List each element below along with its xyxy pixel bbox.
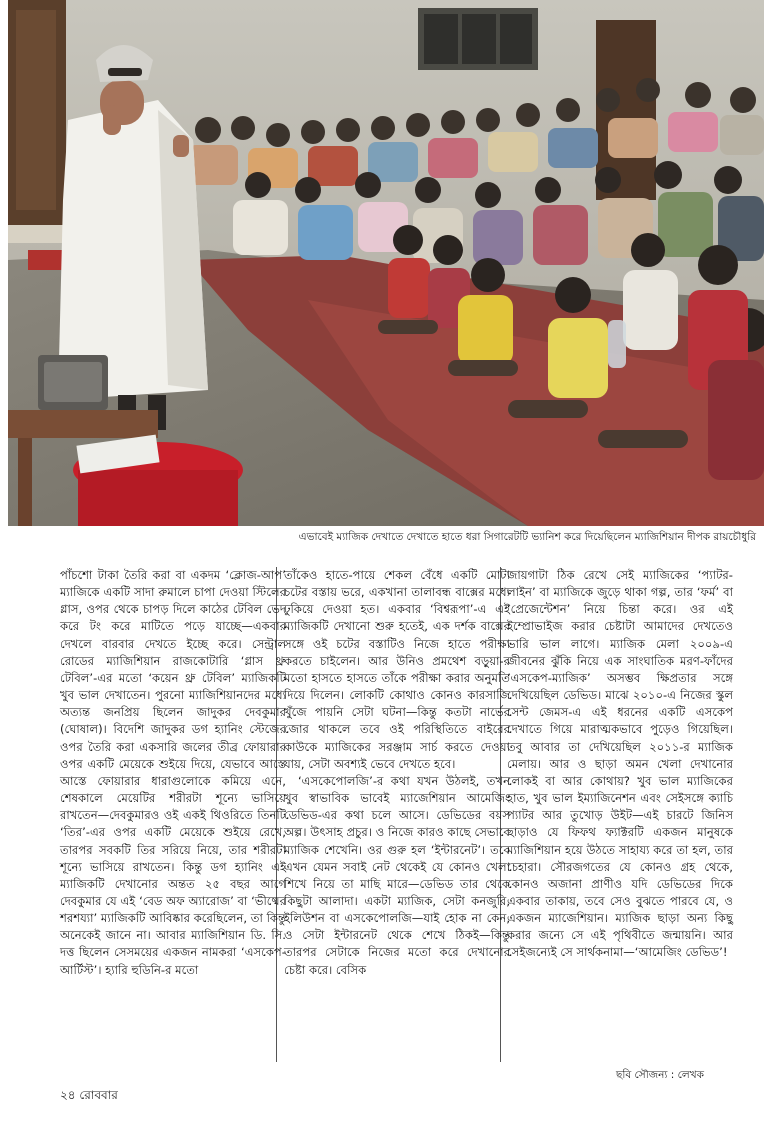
photo-credit: ছবি সৌজন্য : লেখক	[616, 1069, 704, 1081]
paragraph: জায়গাটা ঠিক রেখে সেই ম্যাজিকের ‘প্যাটর-লাইন’ বা ম্যাজিকে জুড়ে থাকা গল্প, তার ‘ফর্ম’ বা ‘প্রেজেন্টেশন’ নিয়ে চিন্তা করে। ওর এই ইম্প্রোভাইজ করার চেষ্টাটা আমাদের দেখতেও ভারি ভাল লাগে। ম্যাজিক মেলা ২০০৯-এ জীবনের ঝুঁকি নিয়ে এক সাংঘাতিক মরণ-ফাঁদের ‘এসকেপ-ম্যাজিক’ অসম্ভব ক্ষিপ্রতার সঙ্গে দেখিয়েছিল ডেভিড। মাঝে ২০১০-এ নিজের স্কুল সেন্ট জেমস-এ এই ধরনের একটি এসকেপ দেখাতে গিয়ে মারাত্মকভাবে পুড়েও গিয়েছিল। তবু আবার তা দেখিয়েছিল ২০১১-র ম্যাজিক মেলায়। আর ও ছাড়া অমন খেলা দেখানোর লোকই বা আর কোথায়? খুব ভাল ম্যাজিকের হাত, খুব ভাল ইম্যাজিনেশন এবং সেইসঙ্গে ক্যাচি প্যাটর আর তুখোড় উইট—এই চারটে জিনিস ছাড়াও যে ফিফথ ফ্যাক্টরটি একজন মানুষকে ম্যাজিশিয়ান হয়ে উঠতে সাহায্য করে তা হল, তার চেহারা। সৌরজগতের যে কোনও গ্রহ থেকে, কোনও অজানা প্রাণীও যদি ডেভিডের দিকে একবার তাকায়, তবে সেও বুঝতে পারবে যে, ও একজন ম্যাজেশিয়ান। ম্যাজিক ছাড়া অন্য কিছু করার জন্যে সে এই পৃথিবীতে জন্মায়নি। আর সেইজন্যেই সে সার্থকনামা—‘আমেজিং ডেভিড’!	[507, 568, 733, 960]
page-footer	[60, 1087, 118, 1107]
article-column-3	[507, 567, 733, 962]
article-photo	[8, 0, 764, 526]
paragraph: পাঁচশো টাকা তৈরি করা বা একদম ‘ক্লোজ-আপ’ ম্যাজিকে একটি সাদা রুমালে চাপা দেওয়া স্টিলের গ্লাস, ওপর থেকে চাপড় দিলে কাঠের টেবিল ভেদ করে টং করে মাটিতে পড়ে যাচ্ছে—একবার দেখলে বারবার দেখতে ইচ্ছে করে। সেন্ট্রাল রোডের ম্যাজিশিয়ান রাজকোটারি ‘গ্লাস থ্রু টেবিল’-এর মতো ‘কয়েন থ্রু টেবিল’ ম্যাজিকটি খুব ভাল দেখাতেন। পুরনো ম্যাজিশিয়ানদের মধ্যে অত্যন্ত জনপ্রিয় ছিলেন জাদুকর দেবকুমার (ঘোষাল)। বিদেশি জাদুকর ডগ হ্যানিং স্টেজের ওপর তৈরি করা একসারি জলের তীব্র ফোয়ারার ওপর একটি মেয়েকে শুইয়ে দিয়ে, যেভাবে আস্তে আস্তে ফোয়ারার ধারাগুলোকে কমিয়ে এনে, শেষকালে মেয়েটির শরীরটা শূন্যে ভাসিয়ে রাখতেন—দেবকুমারও ওই একই থিওরিতে তিনটি ‘তির’-এর ওপর একটি মেয়েকে শুইয়ে রেখে, তারপর সবকটি তির সরিয়ে নিয়ে, তার শরীরটা শূন্যে ভাসিয়ে রাখতেন। কিন্তু ডগ হ্যানিং এই ম্যাজিকটি দেখানোর অন্তত ২৫ বছর আগে দেবকুমার যে এই ‘বেড অফ অ্যারোজ’ বা ‘ভীষ্মের শরশয্যা’ ম্যাজিকটি আবিষ্কার করেছিলেন, তা কিন্তু অনেকেই জানে না। আবার ম্যাজিশিয়ান ডি. সি. দত্ত ছিলেন সেসময়ের একজন নামকরা ‘এসকেপ-আর্টিস্ট’। হ্যারি হুডিনি-র মতো	[60, 568, 286, 977]
page-number: ২৪	[60, 1088, 76, 1102]
magic-show-photo	[8, 0, 764, 526]
paragraph: তাঁকেও হাতে-পায়ে শেকল বেঁধে একটি মোটা চটের বস্তায় ভরে, একখানা তালাবন্ধ বাক্সের মধ্যে ঢুকিয়ে দেওয়া হত। একবার ‘বিশ্বরূপা’-এ এই ম্যাজিকটি দেখানো শুরু হতেই, এক দর্শক বাক্সের সঙ্গে ওই চটের বস্তাটিও নিজে হাতে পরীক্ষা করতে চাইলেন। আর উনিও প্রমথেশ বড়ুয়া-র মতো হাসতে হাসতে তাঁকে পরীক্ষা করার অনুমতি দিয়ে দিলেন। লোকটি কোথাও কোনও কারসাজি খুঁজে পায়নি সেটা ঘটনা—কিন্তু কতটা নার্ভের জোর থাকলে তবে ওই পরিস্থিতিতে বাইরের কাউকে ম্যাজিকের সরঞ্জাম সার্চ করতে দেওয়া যায়, সেটা অবশ্যই ভেবে দেখতে হবে।	[284, 568, 510, 771]
photo-caption: এভাবেই ম্যাজিক দেখাতে দেখাতে হাতে ধরা সিগারেটটি ভ্যানিশ করে দিয়েছিলেন ম্যাজিশিয়ান দীপক রায়চৌধুরি	[298, 531, 756, 543]
paragraph: ‘এসকেপোলজি’-র কথা যখন উঠলই, তখন খুব স্বাভাবিক ভাবেই ম্যাজেশিয়ান আমেজিং ডেভিড-এর কথা চলে আসে। ডেভিডের বয়স অল্প। উৎসাহ প্রচুর। ও নিজে কারও কাছে সেভাবে ম্যাজিক শেখেনি। ওর গুরু হল ‘ইন্টারনেট’। তবে এখন যেমন সবাই নেট থেকেই যে কোনও খেলা শিখে নিয়ে তা মাছি মারে—ডেভিড তার থেকে কিছুটা আলাদা। একটা ম্যাজিক, সেটা কনজুরি, ইলিউশন বা এসকেপোলজি—যাই হোক না কেন, ও সেটা ইন্টারনেট থেকে শেখে ঠিকই—কিন্তু তারপর সেটাকে নিজের মতো করে দেখানোর চেষ্টা করে। বেসিক	[284, 773, 510, 977]
article-column-2	[284, 567, 510, 979]
article-column-1	[60, 567, 286, 979]
section-name: রোববার	[79, 1088, 118, 1102]
